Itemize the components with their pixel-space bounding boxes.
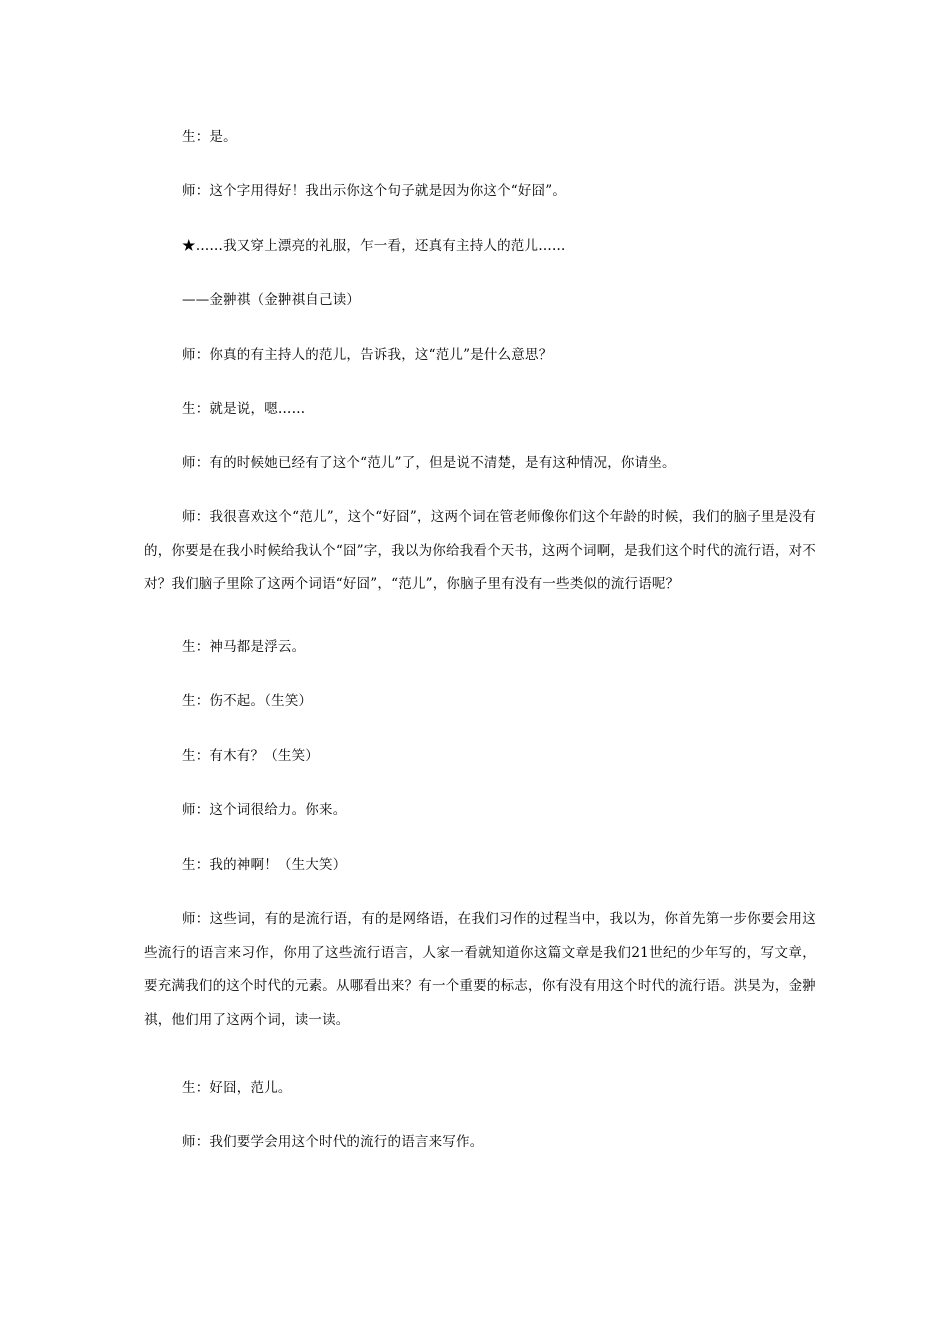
- dialogue-paragraph: 师：我很喜欢这个“范儿”，这个“好囧”，这两个词在管老师像你们这个年龄的时候，我们的脑子里是没有的，你要是在我小时候给我认个“囧”字，我以为你给我看个天书，这两个词啊，是我们这个时代的流行语，对不对？我们脑子里除了这两个词语“好囧”，“范儿”，你脑子里有没有一些类似的流行语呢？: [144, 509, 816, 592]
- dialogue-line: 生：神马都是浮云。: [182, 639, 306, 655]
- dialogue-line: 生：有木有？（生笑）: [182, 748, 319, 764]
- dialogue-line: 生：好囧，范儿。: [182, 1080, 292, 1096]
- dialogue-line: 生：我的神啊！（生大笑）: [182, 857, 347, 873]
- dialogue-line: 师：你真的有主持人的范儿，告诉我，这“范儿”是什么意思？: [182, 347, 553, 363]
- dialogue-line: 师：有的时候她已经有了这个“范儿”了，但是说不清楚，是有这种情况，你请坐。: [182, 455, 676, 471]
- dialogue-line: 师：这个字用得好！我出示你这个句子就是因为你这个“好囧”。: [182, 183, 567, 199]
- dialogue-line: 生：是。: [182, 129, 237, 145]
- dialogue-line: 生：伤不起。（生笑）: [182, 693, 313, 709]
- dialogue-line: 师：我们要学会用这个时代的流行的语言来写作。: [182, 1134, 484, 1150]
- dialogue-line: 师：这个词很给力。你来。: [182, 802, 347, 818]
- quote-attribution: ——金翀祺（金翀祺自己读）: [182, 292, 361, 308]
- quoted-sentence: ★……我又穿上漂亮的礼服，乍一看，还真有主持人的范儿……: [182, 238, 566, 254]
- dialogue-paragraph: 师：这些词，有的是流行语，有的是网络语，在我们习作的过程当中，我以为，你首先第一步你要会用这些流行的语言来习作，你用了这些流行语言，人家一看就知道你这篇文章是我们21世纪的少年写的，写文章，要充满我们的这个时代的元素。从哪看出来？有一个重要的标志，你有没有用这个时代的流行语。洪昊为，金翀祺，他们用了这两个词，读一读。: [144, 911, 816, 1028]
- dialogue-line: 生：就是说，嗯……: [182, 401, 306, 417]
